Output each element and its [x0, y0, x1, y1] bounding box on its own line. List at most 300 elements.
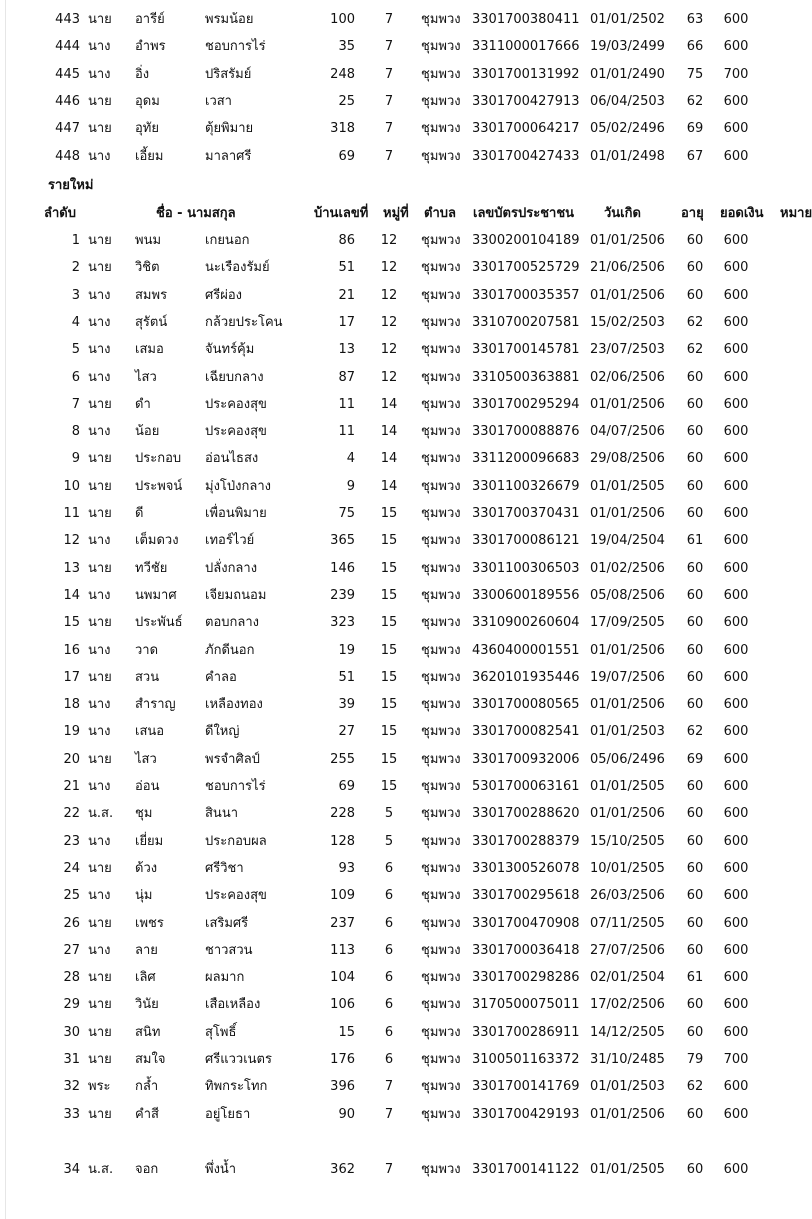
birth-date-cell: 04/07/2506: [590, 424, 665, 440]
house-number-cell: 9: [346, 478, 355, 494]
first-name-cell: เอี้ยม: [135, 148, 164, 164]
id-card-cell: 3301700288620: [472, 806, 580, 822]
subdistrict-cell: ชุมพวง: [421, 506, 461, 521]
village-cell: 7: [384, 121, 394, 137]
house-number-cell: 323: [330, 615, 355, 631]
table-row: [0, 1048, 800, 1072]
village-cell: 6: [384, 1052, 394, 1067]
id-card-cell: 3301700932006: [472, 751, 580, 767]
age-cell: 60: [686, 396, 704, 412]
table-row: [0, 1158, 800, 1182]
village-cell: 15: [380, 533, 398, 549]
id-card-cell: 3301700288379: [472, 833, 580, 849]
last-name-cell: มาลาศรี: [205, 148, 252, 164]
table-row: [0, 857, 800, 881]
age-cell: 63: [686, 12, 704, 27]
order-cell: 445: [55, 66, 80, 82]
birth-date-cell: 01/01/2503: [590, 1079, 665, 1095]
title-cell: นาย: [88, 233, 112, 248]
subdistrict-cell: ชุมพวง: [421, 560, 461, 576]
birth-date-cell: 01/01/2506: [590, 506, 665, 521]
amount-cell: 700: [723, 66, 749, 82]
village-cell: 6: [384, 997, 394, 1013]
title-cell: นาย: [88, 860, 112, 876]
title-cell: นาย: [88, 615, 112, 631]
amount-cell: 600: [723, 587, 749, 603]
last-name-cell: นะเรืองรัมย์: [205, 260, 270, 276]
order-cell: 447: [55, 121, 80, 137]
first-name-cell: เต็มดวง: [135, 533, 179, 549]
amount-cell: 600: [723, 39, 749, 55]
amount-cell: 600: [723, 806, 749, 822]
village-cell: 6: [384, 860, 394, 876]
id-card-cell: 3301700429193: [472, 1106, 580, 1122]
birth-date-cell: 23/07/2503: [590, 342, 665, 358]
birth-date-cell: 05/08/2506: [590, 587, 665, 603]
age-cell: 67: [686, 148, 704, 164]
house-number-cell: 239: [330, 587, 355, 603]
title-cell: นาง: [88, 942, 111, 958]
subdistrict-cell: ชุมพวง: [421, 806, 461, 822]
header-age: อายุ: [681, 206, 704, 221]
subdistrict-cell: ชุมพวง: [421, 1052, 461, 1067]
amount-cell: 600: [723, 1024, 749, 1040]
birth-date-cell: 02/06/2506: [590, 369, 665, 385]
order-cell: 444: [55, 39, 80, 55]
house-number-cell: 19: [338, 642, 355, 658]
subdistrict-cell: ชุมพวง: [421, 751, 461, 767]
header-id-card: เลขบัตรประชาชน: [473, 206, 575, 221]
subdistrict-cell: ชุมพวง: [421, 12, 461, 27]
age-cell: 66: [686, 39, 704, 55]
order-cell: 17: [63, 669, 80, 685]
first-name-cell: ประกอบ: [135, 451, 182, 467]
first-name-cell: อารีย์: [135, 12, 165, 27]
subdistrict-cell: ชุมพวง: [421, 833, 461, 849]
subdistrict-cell: ชุมพวง: [421, 888, 461, 904]
house-number-cell: 69: [338, 148, 355, 164]
order-cell: 9: [71, 451, 80, 467]
title-cell: นาง: [88, 587, 111, 603]
birth-date-cell: 01/01/2506: [590, 287, 665, 303]
last-name-cell: ประคองสุข: [205, 424, 267, 440]
subdistrict-cell: ชุมพวง: [421, 997, 461, 1013]
amount-cell: 700: [723, 1052, 749, 1067]
table-row: [0, 720, 800, 744]
age-cell: 60: [686, 560, 704, 576]
table-row: [0, 748, 800, 772]
birth-date-cell: 01/01/2506: [590, 806, 665, 822]
house-number-cell: 104: [330, 970, 355, 986]
table-row: [0, 447, 800, 471]
section-title-new-recipients: รายใหม่: [48, 178, 94, 193]
last-name-cell: ปริสรัมย์: [205, 66, 252, 82]
age-cell: 60: [686, 942, 704, 958]
age-cell: 61: [686, 970, 704, 986]
first-name-cell: ดำ: [135, 396, 151, 412]
order-cell: 6: [71, 369, 80, 385]
last-name-cell: อยู่โยธา: [205, 1106, 251, 1122]
first-name-cell: ประพันธ์: [135, 615, 183, 631]
table-row: [0, 693, 800, 717]
order-cell: 12: [63, 533, 80, 549]
title-cell: นาย: [88, 997, 112, 1013]
age-cell: 62: [686, 724, 704, 740]
age-cell: 60: [686, 806, 704, 822]
birth-date-cell: 01/01/2503: [590, 724, 665, 740]
order-cell: 8: [71, 424, 80, 440]
village-cell: 12: [380, 314, 398, 330]
village-cell: 15: [380, 587, 398, 603]
table-row: [0, 1103, 800, 1127]
id-card-cell: 3100501163372: [472, 1052, 580, 1067]
subdistrict-cell: ชุมพวง: [421, 93, 461, 109]
age-cell: 60: [686, 506, 704, 521]
village-cell: 12: [380, 233, 398, 248]
birth-date-cell: 01/01/2506: [590, 233, 665, 248]
village-cell: 7: [384, 93, 394, 109]
age-cell: 60: [686, 669, 704, 685]
first-name-cell: สุรัตน์: [135, 314, 168, 330]
birth-date-cell: 10/01/2505: [590, 860, 665, 876]
village-cell: 12: [380, 260, 398, 276]
last-name-cell: เทอร์ไวย์: [205, 533, 255, 549]
table-row: [0, 584, 800, 608]
id-card-cell: 3310700207581: [472, 314, 580, 330]
age-cell: 60: [686, 424, 704, 440]
village-cell: 7: [384, 39, 394, 55]
birth-date-cell: 01/01/2506: [590, 697, 665, 713]
last-name-cell: ดีใหญ่: [205, 724, 240, 740]
title-cell: นาง: [88, 148, 111, 164]
title-cell: นาย: [88, 1052, 112, 1067]
amount-cell: 600: [723, 642, 749, 658]
amount-cell: 600: [723, 997, 749, 1013]
age-cell: 60: [686, 779, 704, 794]
first-name-cell: เพชร: [135, 915, 164, 931]
first-name-cell: เลิศ: [135, 970, 156, 986]
last-name-cell: อ่อนไธสง: [205, 451, 259, 467]
amount-cell: 600: [723, 369, 749, 385]
last-name-cell: ศรีแววเนตร: [205, 1052, 272, 1067]
age-cell: 60: [686, 233, 704, 248]
title-cell: พระ: [88, 1079, 111, 1095]
birth-date-cell: 01/02/2506: [590, 560, 665, 576]
title-cell: นาย: [88, 970, 112, 986]
amount-cell: 600: [723, 1162, 749, 1177]
title-cell: นาง: [88, 779, 111, 794]
first-name-cell: ลาย: [135, 942, 158, 958]
last-name-cell: ประคองสุข: [205, 888, 267, 904]
house-number-cell: 11: [338, 424, 355, 440]
first-name-cell: ไสว: [135, 751, 157, 767]
order-cell: 26: [63, 915, 80, 931]
title-cell: นาง: [88, 697, 111, 713]
table-row: [0, 420, 800, 444]
title-cell: นาง: [88, 66, 111, 82]
order-cell: 443: [55, 12, 80, 27]
id-card-cell: 3301700131992: [472, 66, 580, 82]
amount-cell: 600: [723, 12, 749, 27]
last-name-cell: ตุ้ยพิมาย: [205, 121, 254, 137]
birth-date-cell: 29/08/2506: [590, 451, 665, 467]
id-card-cell: 3301700286911: [472, 1024, 580, 1040]
title-cell: นาง: [88, 424, 111, 440]
first-name-cell: เสนอ: [135, 724, 165, 740]
first-name-cell: สมใจ: [135, 1052, 166, 1067]
village-cell: 12: [380, 287, 398, 303]
birth-date-cell: 01/01/2498: [590, 148, 665, 164]
village-cell: 6: [384, 915, 394, 931]
last-name-cell: มุ่งโป่งกลาง: [205, 478, 271, 494]
title-cell: นาย: [88, 93, 112, 109]
village-cell: 14: [380, 424, 398, 440]
order-cell: 28: [63, 970, 80, 986]
id-card-cell: 3301300526078: [472, 860, 580, 876]
age-cell: 60: [686, 260, 704, 276]
house-number-cell: 128: [330, 833, 355, 849]
age-cell: 62: [686, 1079, 704, 1095]
birth-date-cell: 01/01/2506: [590, 1106, 665, 1122]
age-cell: 60: [686, 451, 704, 467]
first-name-cell: สำราญ: [135, 697, 176, 713]
order-cell: 10: [63, 478, 80, 494]
last-name-cell: เกยนอก: [205, 233, 250, 248]
amount-cell: 600: [723, 915, 749, 931]
table-row: [0, 90, 800, 114]
order-cell: 448: [55, 148, 80, 164]
id-card-cell: 3310500363881: [472, 369, 580, 385]
last-name-cell: เวสา: [205, 93, 232, 109]
house-number-cell: 176: [330, 1052, 355, 1067]
last-name-cell: ตอบกลาง: [205, 615, 259, 631]
house-number-cell: 318: [330, 121, 355, 137]
age-cell: 60: [686, 860, 704, 876]
subdistrict-cell: ชุมพวง: [421, 533, 461, 549]
first-name-cell: กล้ำ: [135, 1079, 159, 1095]
first-name-cell: อำพร: [135, 39, 166, 55]
birth-date-cell: 01/01/2506: [590, 642, 665, 658]
id-card-cell: 3301700380411: [472, 12, 580, 27]
first-name-cell: นพมาศ: [135, 587, 177, 603]
subdistrict-cell: ชุมพวง: [421, 942, 461, 958]
house-number-cell: 109: [330, 888, 355, 904]
last-name-cell: ปลั่งกลาง: [205, 560, 258, 576]
last-name-cell: กล้วยประโคน: [205, 314, 283, 330]
id-card-cell: 3301700295294: [472, 396, 580, 412]
order-cell: 16: [63, 642, 80, 658]
last-name-cell: เหลืองทอง: [205, 697, 263, 713]
house-number-cell: 13: [338, 342, 355, 358]
amount-cell: 600: [723, 121, 749, 137]
id-card-cell: 3301700525729: [472, 260, 580, 276]
table-row: [0, 338, 800, 362]
id-card-cell: 3300600189556: [472, 587, 580, 603]
title-cell: น.ส.: [88, 1162, 114, 1177]
last-name-cell: คำลอ: [205, 669, 237, 685]
table-row: [0, 63, 800, 87]
subdistrict-cell: ชุมพวง: [421, 233, 461, 248]
amount-cell: 600: [723, 833, 749, 849]
id-card-cell: 3620101935446: [472, 669, 580, 685]
amount-cell: 600: [723, 287, 749, 303]
birth-date-cell: 19/07/2506: [590, 669, 665, 685]
title-cell: นาย: [88, 121, 112, 137]
order-cell: 3: [71, 287, 80, 303]
title-cell: นาง: [88, 833, 111, 849]
last-name-cell: ผลมาก: [205, 970, 245, 986]
age-cell: 60: [686, 615, 704, 631]
village-cell: 14: [380, 396, 398, 412]
subdistrict-cell: ชุมพวง: [421, 1162, 461, 1177]
house-number-cell: 35: [338, 39, 355, 55]
title-cell: นาง: [88, 314, 111, 330]
age-cell: 60: [686, 1162, 704, 1177]
house-number-cell: 90: [338, 1106, 355, 1122]
amount-cell: 600: [723, 396, 749, 412]
first-name-cell: คำสี: [135, 1106, 159, 1122]
last-name-cell: เสริมศรี: [205, 915, 249, 931]
village-cell: 5: [384, 833, 394, 849]
subdistrict-cell: ชุมพวง: [421, 424, 461, 440]
village-cell: 14: [380, 451, 398, 467]
age-cell: 60: [686, 587, 704, 603]
birth-date-cell: 17/09/2505: [590, 615, 665, 631]
amount-cell: 600: [723, 751, 749, 767]
village-cell: 15: [380, 669, 398, 685]
first-name-cell: เสมอ: [135, 342, 164, 358]
house-number-cell: 396: [330, 1079, 355, 1095]
age-cell: 60: [686, 915, 704, 931]
header-order: ลำดับ: [44, 206, 76, 221]
id-card-cell: 3301700145781: [472, 342, 580, 358]
last-name-cell: ชอบการไร่: [205, 39, 266, 55]
birth-date-cell: 31/10/2485: [590, 1052, 665, 1067]
amount-cell: 600: [723, 314, 749, 330]
village-cell: 7: [384, 66, 394, 82]
age-cell: 60: [686, 1106, 704, 1122]
title-cell: นาง: [88, 642, 111, 658]
first-name-cell: อิ่ง: [135, 66, 150, 82]
age-cell: 79: [686, 1052, 704, 1067]
last-name-cell: ประคองสุข: [205, 396, 267, 412]
amount-cell: 600: [723, 506, 749, 521]
birth-date-cell: 01/01/2505: [590, 779, 665, 794]
order-cell: 5: [71, 342, 80, 358]
subdistrict-cell: ชุมพวง: [421, 287, 461, 303]
last-name-cell: ภักดีนอก: [205, 642, 255, 658]
order-cell: 20: [63, 751, 80, 767]
house-number-cell: 69: [338, 779, 355, 794]
title-cell: นาง: [88, 533, 111, 549]
order-cell: 30: [63, 1024, 80, 1040]
amount-cell: 600: [723, 533, 749, 549]
birth-date-cell: 17/02/2506: [590, 997, 665, 1013]
title-cell: นาย: [88, 915, 112, 931]
order-cell: 1: [71, 233, 80, 248]
last-name-cell: ทิพกระโทก: [205, 1079, 268, 1095]
table-row: [0, 775, 800, 799]
id-card-cell: 3301700035357: [472, 287, 580, 303]
age-cell: 60: [686, 997, 704, 1013]
order-cell: 13: [63, 560, 80, 576]
first-name-cell: นุ่ม: [135, 888, 153, 904]
amount-cell: 600: [723, 1106, 749, 1122]
village-cell: 14: [380, 478, 398, 494]
order-cell: 34: [63, 1162, 80, 1177]
order-cell: 32: [63, 1079, 80, 1095]
last-name-cell: เพื่อนพิมาย: [205, 506, 267, 521]
house-number-cell: 4: [346, 451, 355, 467]
id-card-cell: 3301700470908: [472, 915, 580, 931]
subdistrict-cell: ชุมพวง: [421, 860, 461, 876]
first-name-cell: อ่อน: [135, 779, 160, 794]
id-card-cell: 3301700370431: [472, 506, 580, 521]
table-row: [0, 8, 800, 32]
last-name-cell: สุโพธิ์: [205, 1024, 237, 1040]
house-number-cell: 106: [330, 997, 355, 1013]
id-card-cell: 3311200096683: [472, 451, 580, 467]
house-number-cell: 93: [338, 860, 355, 876]
subdistrict-cell: ชุมพวง: [421, 1106, 461, 1122]
table-row: [0, 557, 800, 581]
title-cell: นาง: [88, 39, 111, 55]
header-house-number: บ้านเลขที่: [314, 206, 369, 221]
order-cell: 7: [71, 396, 80, 412]
order-cell: 15: [63, 615, 80, 631]
table-row: [0, 666, 800, 690]
table-row: [0, 529, 800, 553]
first-name-cell: น้อย: [135, 424, 160, 440]
subdistrict-cell: ชุมพวง: [421, 642, 461, 658]
amount-cell: 600: [723, 478, 749, 494]
house-number-cell: 51: [338, 669, 355, 685]
table-header: [0, 201, 812, 227]
subdistrict-cell: ชุมพวง: [421, 369, 461, 385]
age-cell: 75: [686, 66, 704, 82]
village-cell: 15: [380, 506, 398, 521]
id-card-cell: 3301100306503: [472, 560, 580, 576]
order-cell: 22: [63, 806, 80, 822]
birth-date-cell: 01/01/2505: [590, 1162, 665, 1177]
title-cell: นาย: [88, 260, 112, 276]
table-row: [0, 35, 800, 59]
subdistrict-cell: ชุมพวง: [421, 342, 461, 358]
amount-cell: 600: [723, 451, 749, 467]
last-name-cell: เจียมถนอม: [205, 587, 267, 603]
birth-date-cell: 05/06/2496: [590, 751, 665, 767]
header-village: หมู่ที่: [383, 206, 409, 221]
subdistrict-cell: ชุมพวง: [421, 478, 461, 494]
birth-date-cell: 02/01/2504: [590, 970, 665, 986]
village-cell: 15: [380, 751, 398, 767]
house-number-cell: 17: [338, 314, 355, 330]
title-cell: นาย: [88, 560, 112, 576]
first-name-cell: ดี: [135, 506, 144, 521]
table-row: [0, 229, 800, 253]
birth-date-cell: 05/02/2496: [590, 121, 665, 137]
id-card-cell: 3301700427433: [472, 148, 580, 164]
village-cell: 7: [384, 12, 394, 27]
birth-date-cell: 26/03/2506: [590, 888, 665, 904]
first-name-cell: วาด: [135, 642, 159, 658]
title-cell: นาง: [88, 287, 111, 303]
village-cell: 15: [380, 615, 398, 631]
first-name-cell: วินัย: [135, 997, 159, 1013]
amount-cell: 600: [723, 260, 749, 276]
birth-date-cell: 07/11/2505: [590, 915, 665, 931]
village-cell: 6: [384, 942, 394, 958]
